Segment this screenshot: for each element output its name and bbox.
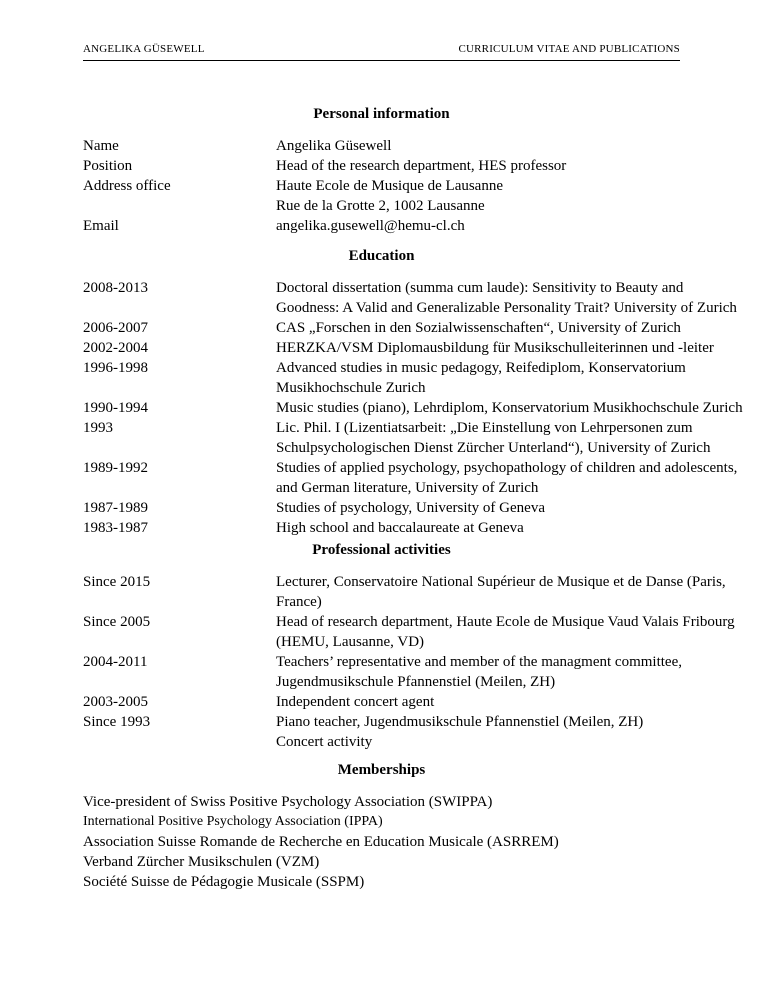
row-value: [276, 176, 680, 216]
row-value-line: CAS „Forschen in den Sozialwissenschaften“, University of Zurich: [276, 320, 681, 336]
row-label: Since 1993: [83, 714, 151, 730]
row-label: Name: [83, 138, 119, 154]
membership-item: Société Suisse de Pédagogie Musicale (SSPM): [83, 874, 365, 890]
row-value: [276, 652, 682, 692]
running-header-title: CURRICULUM VITAE AND PUBLICATIONS: [458, 43, 680, 55]
row-value-line: Rue de la Grotte 2, 1002 Lausanne: [276, 198, 485, 214]
row-label: 1989-1992: [83, 460, 148, 476]
row-value-line: Concert activity: [276, 734, 373, 750]
row-label: Position: [83, 158, 133, 174]
row-value-line: Teachers’ representative and member of the managment committee,: [276, 654, 682, 670]
row-label: 2008-2013: [83, 280, 148, 296]
education-row: [83, 358, 686, 398]
row-value-line: Schulpsychologischen Dienst Zürcher Unterland“), University of Zurich: [276, 440, 711, 456]
row-value: [276, 498, 680, 518]
personal-row: [83, 176, 680, 216]
education-row: [83, 518, 680, 538]
row-value-line: Studies of psychology, University of Geneva: [276, 500, 545, 516]
membership-item: Vice-president of Swiss Positive Psychology Association (SWIPPA): [83, 794, 493, 810]
membership-item: Verband Zürcher Musikschulen (VZM): [83, 854, 320, 870]
row-label: 1996-1998: [83, 360, 148, 376]
header-rule: [83, 60, 680, 61]
personal-row: [83, 156, 680, 176]
row-value-line: (HEMU, Lausanne, VD): [276, 634, 425, 650]
row-value: [276, 612, 735, 652]
email-link[interactable]: angelika.gusewell@hemu-cl.ch: [276, 218, 465, 234]
professional-row: [83, 712, 680, 752]
professional-row: [83, 572, 726, 612]
row-label: 2006-2007: [83, 320, 148, 336]
education-row: [83, 458, 738, 498]
professional-row: [83, 692, 680, 712]
education-row: [83, 278, 737, 318]
row-value: [276, 338, 714, 358]
row-value-line: HERZKA/VSM Diplomausbildung für Musikschulleiterinnen und -leiter: [276, 340, 714, 356]
personal-row: [83, 136, 680, 156]
memberships-list: [83, 792, 680, 892]
row-value-line: Piano teacher, Jugendmusikschule Pfannenstiel (Meilen, ZH): [276, 714, 644, 730]
row-value-line: Musikhochschule Zurich: [276, 380, 426, 396]
row-label: 2002-2004: [83, 340, 148, 356]
row-value-line: Head of research department, Haute Ecole de Musique Vaud Valais Fribourg: [276, 614, 735, 630]
row-label: Email: [83, 218, 119, 234]
professional-row: [83, 652, 680, 692]
row-label: 2004-2011: [83, 654, 148, 670]
row-value-line: High school and baccalaureate at Geneva: [276, 520, 524, 536]
row-value-line: Lic. Phil. I (Lizentiatsarbeit: „Die Einstellung von Lehrpersonen zum: [276, 420, 693, 436]
row-value-line: and German literature, University of Zurich: [276, 480, 539, 496]
row-value: [276, 216, 680, 236]
row-value-line: Jugendmusikschule Pfannenstiel (Meilen, ZH): [276, 674, 556, 690]
row-label: 1990-1994: [83, 400, 148, 416]
row-label: Since 2015: [83, 574, 151, 590]
membership-item: International Positive Psychology Association (IPPA): [83, 814, 383, 829]
section-title-professional: Professional activities: [312, 542, 451, 558]
row-value: [276, 572, 726, 612]
row-value: [276, 358, 686, 398]
education-row: [83, 418, 711, 458]
education-row: [83, 338, 714, 358]
row-value: [276, 418, 710, 458]
row-label: 1987-1989: [83, 500, 148, 516]
row-value-line: Music studies (piano), Lehrdiplom, Konservatorium Musikhochschule Zurich: [276, 400, 743, 416]
professional-row: [83, 612, 735, 652]
row-value: [276, 136, 680, 156]
row-value-line: Angelika Güsewell: [276, 138, 392, 154]
row-value-line: Studies of applied psychology, psychopathology of children and adolescents,: [276, 460, 738, 476]
row-value: [276, 156, 680, 176]
row-label: 2003-2005: [83, 694, 148, 710]
section-title-memberships: Memberships: [337, 762, 426, 778]
row-value-line: Advanced studies in music pedagogy, Reifediplom, Konservatorium: [276, 360, 686, 376]
row-label: Since 2005: [83, 614, 151, 630]
row-value: [276, 318, 681, 338]
row-value-line: France): [276, 594, 322, 610]
section-title-education: Education: [348, 248, 415, 264]
row-value: [276, 458, 737, 498]
row-value: [276, 398, 743, 418]
personal-info-list: [83, 136, 680, 236]
education-row: [83, 398, 743, 418]
personal-row: [83, 216, 680, 236]
row-value-line: Doctoral dissertation (summa cum laude): Sensitivity to Beauty and: [276, 280, 684, 296]
professional-list: [83, 572, 735, 752]
membership-item: Association Suisse Romande de Recherche en Education Musicale (ASRREM): [83, 834, 559, 850]
row-value-line: Lecturer, Conservatoire National Supérieur de Musique et de Danse (Paris,: [276, 574, 726, 590]
running-header-author: ANGELIKA GÜSEWELL: [83, 43, 205, 55]
row-value: [276, 278, 737, 318]
section-title-personal: Personal information: [313, 106, 450, 122]
row-value-line: Haute Ecole de Musique de Lausanne: [276, 178, 503, 194]
row-value-line: Independent concert agent: [276, 694, 435, 710]
row-value: [276, 518, 680, 538]
education-list: [83, 278, 743, 538]
row-value-line: Head of the research department, HES professor: [276, 158, 567, 174]
row-value-line: Goodness: A Valid and Generalizable Personality Trait? University of Zurich: [276, 300, 737, 316]
education-row: [83, 498, 680, 518]
row-label: Address office: [83, 178, 171, 194]
row-label: 1993: [83, 420, 113, 436]
row-label: 1983-1987: [83, 520, 148, 536]
education-row: [83, 318, 680, 338]
row-value: [276, 692, 680, 712]
row-value: [276, 712, 680, 752]
